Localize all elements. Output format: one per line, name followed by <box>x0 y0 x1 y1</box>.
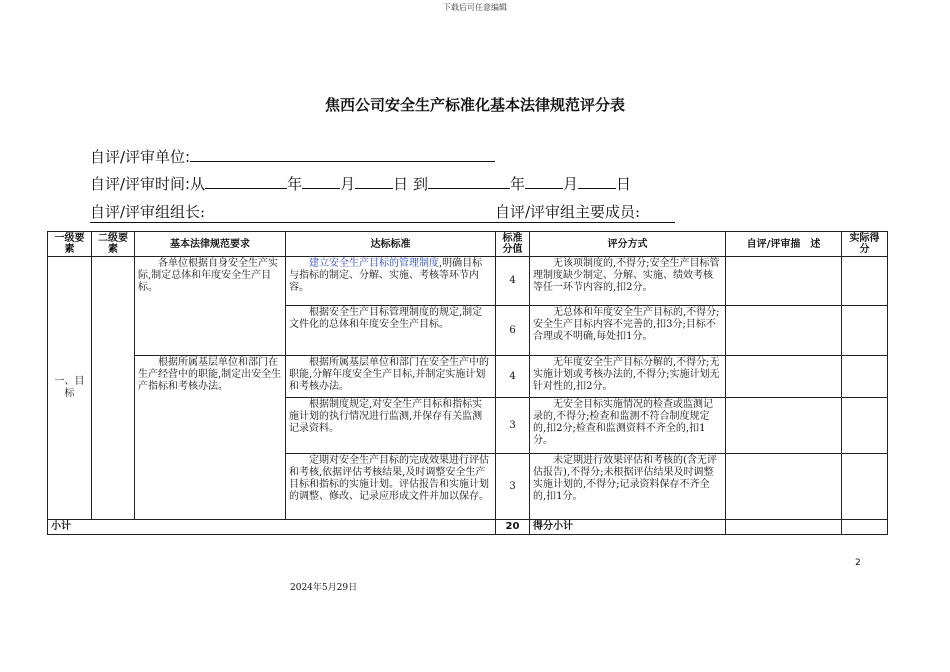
standard-cell: 根据所属基层单位和部门在安全生产中的职能,分解年度安全生产目标,并制定实施计划和考核办法。 <box>286 356 496 398</box>
from-month-blank[interactable] <box>302 174 340 189</box>
unit-field-row <box>90 146 495 167</box>
year-label: 年 <box>287 175 303 193</box>
table-row <box>48 257 888 306</box>
score-cell: 3 <box>496 454 530 520</box>
standard-cell: 根据安全生产目标管理制度的规定,制定文件化的总体和年度安全生产目标。 <box>286 306 496 356</box>
unit-blank[interactable] <box>190 147 495 162</box>
score-subtotal-description[interactable] <box>726 520 842 535</box>
method-cell: 无总体和年度安全生产目标的,不得分;安全生产目标内容不完善的,扣3分;目标不合理或不明确,每处扣1分。 <box>530 306 726 356</box>
header-method: 评分方式 <box>530 232 726 257</box>
method-cell: 无年度安全生产目标分解的,不得分;无实施计划或考核办法的,不得分;实施计划无针对性的,扣2分。 <box>530 356 726 398</box>
method-cell: 无安全目标实施情况的检查或监测记录的,不得分;检查和监测不符合制度规定的,扣2分;检查和监测资料不齐全的,扣1分。 <box>530 398 726 454</box>
requirement-cell: 各单位根据自身安全生产实际,制定总体和年度安全生产目标。 <box>135 257 286 356</box>
table-row <box>48 356 888 398</box>
leader-label: 自评/评审组组长: <box>90 201 495 223</box>
standard-highlight: 建立安全生产目标的管理制度 <box>309 258 439 269</box>
method-cell: 无该项制度的,不得分;安全生产目标管理制度缺少制定、分解、实施、绩效考核等任一环节内容的,扣2分。 <box>530 257 726 306</box>
header-primary-element: 一级要素 <box>48 232 92 257</box>
unit-label: 自评/评审单位: <box>90 148 191 166</box>
actual-score-cell[interactable] <box>842 356 888 398</box>
page-title: 焦西公司安全生产标准化基本法律规范评分表 <box>324 96 625 114</box>
year-label-2: 年 <box>509 175 525 193</box>
header-secondary-element: 二级要素 <box>92 232 135 257</box>
header-standard: 达标标准 <box>286 232 496 257</box>
score-subtotal-value[interactable] <box>842 520 888 535</box>
score-cell: 6 <box>496 306 530 356</box>
secondary-element-cell[interactable] <box>92 257 135 520</box>
description-cell[interactable] <box>726 454 842 520</box>
day-label: 日 <box>393 175 409 193</box>
time-field-row <box>90 173 631 194</box>
table-header-row <box>48 232 888 257</box>
standard-cell: 根据制度规定,对安全生产目标和指标实施计划的执行情况进行监测,并保存有关监测记录资料。 <box>286 398 496 454</box>
standard-cell: 定期对安全生产目标的完成效果进行评估和考核,依据评估考核结果,及时调整安全生产目标和指标的实施计划。评估报告和实施计划的调整、修改、记录应形成文件并加以保存。 <box>286 454 496 520</box>
actual-score-cell[interactable] <box>842 257 888 306</box>
method-cell: 未定期进行效果评估和考核的(含无评估报告),不得分;未根据评估结果及时调整实施计划的,不得分;记录资料保存不齐全的,扣1分。 <box>530 454 726 520</box>
to-year-blank[interactable] <box>428 174 510 189</box>
subtotal-score: 20 <box>496 520 530 535</box>
primary-element-cell: 一、目标 <box>48 257 92 520</box>
members-label: 自评/评审组主要成员: <box>495 201 675 223</box>
score-table <box>47 231 888 535</box>
description-cell[interactable] <box>726 257 842 306</box>
score-cell: 4 <box>496 356 530 398</box>
to-day-blank[interactable] <box>578 174 616 189</box>
standard-cell <box>286 257 496 306</box>
time-label: 自评/评审时间:从 <box>90 175 206 193</box>
actual-score-cell[interactable] <box>842 398 888 454</box>
month-label-2: 月 <box>562 175 578 193</box>
from-day-blank[interactable] <box>355 174 393 189</box>
description-cell[interactable] <box>726 398 842 454</box>
score-subtotal-label: 得分小计 <box>530 520 726 535</box>
leader-field-row <box>90 201 675 223</box>
to-month-blank[interactable] <box>525 174 563 189</box>
header-description: 自评/评审描 述 <box>726 232 842 257</box>
header-actual-score: 实际得分 <box>842 232 888 257</box>
from-year-blank[interactable] <box>205 174 287 189</box>
actual-score-cell[interactable] <box>842 454 888 520</box>
subtotal-label: 小计 <box>48 520 496 535</box>
to-label: 到 <box>412 175 428 193</box>
page-number: 2 <box>855 558 861 568</box>
description-cell[interactable] <box>726 306 842 356</box>
month-label: 月 <box>340 175 356 193</box>
standard-text: ,明确目标与指标的制定、分解、实施、考核等环节内容。 <box>289 258 483 293</box>
header-note: 下载后可任意编辑 <box>443 3 507 12</box>
score-cell: 4 <box>496 257 530 306</box>
actual-score-cell[interactable] <box>842 306 888 356</box>
header-score: 标准分值 <box>496 232 530 257</box>
requirement-cell: 根据所属基层单位和部门在生产经营中的职能,制定出安全生产指标和考核办法。 <box>135 356 286 520</box>
score-cell: 3 <box>496 398 530 454</box>
description-cell[interactable] <box>726 356 842 398</box>
document-date: 2024年5月29日 <box>290 583 358 593</box>
header-requirement: 基本法律规范要求 <box>135 232 286 257</box>
day-label-2: 日 <box>615 175 631 193</box>
subtotal-row <box>48 520 888 535</box>
